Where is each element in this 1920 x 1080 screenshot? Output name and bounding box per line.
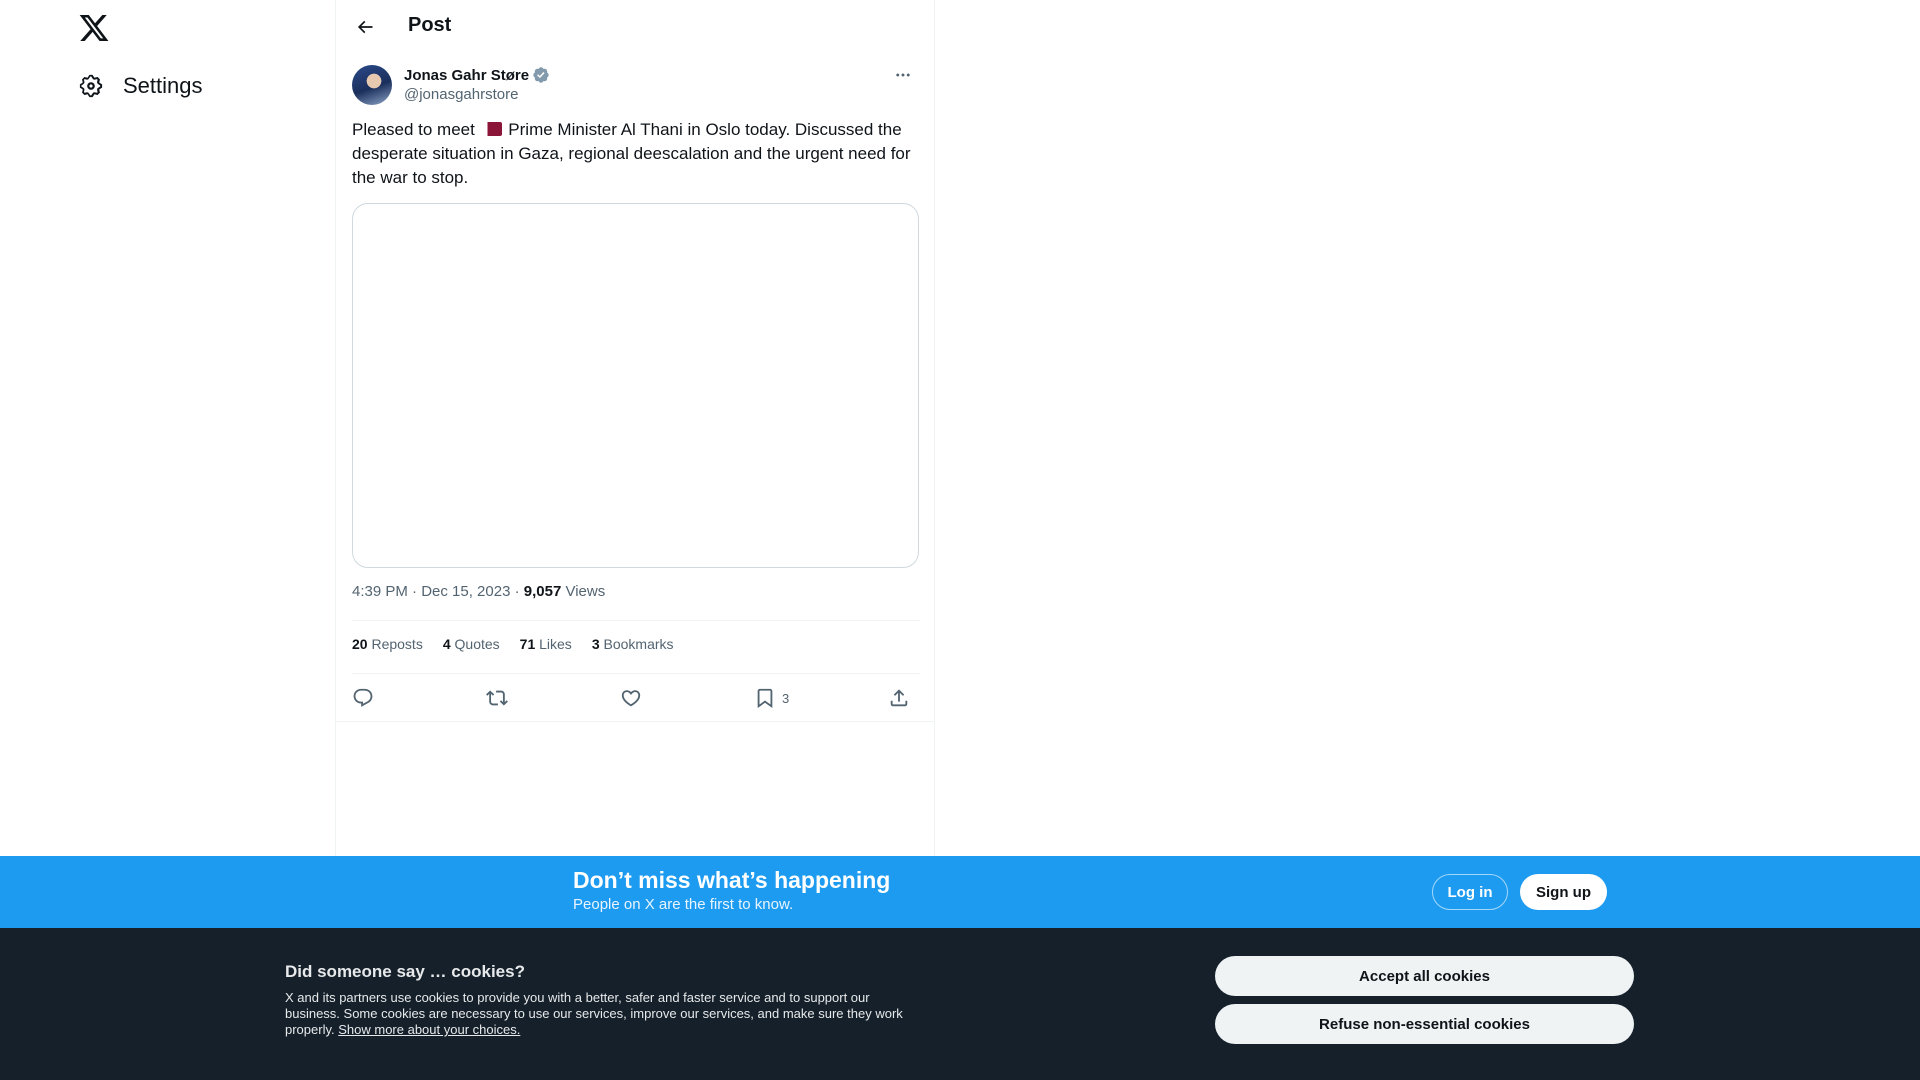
arrow-left-icon [355, 17, 375, 37]
heart-icon [620, 687, 642, 709]
like-button[interactable] [620, 685, 642, 711]
post-text-part-2: Prime Minister Al Thani in Oslo today. Discussed the desperate situation in Gaza, regional deescalation and the urgent need for the war to stop. [352, 120, 911, 187]
cookie-title: Did someone say … cookies? [285, 962, 525, 981]
likes-count: 71 [519, 636, 536, 652]
divider [352, 673, 920, 674]
stat-quotes[interactable] [443, 636, 500, 652]
banner-title: Don’t miss what’s happening [573, 867, 891, 893]
repost-icon [486, 687, 508, 709]
avatar[interactable] [352, 65, 392, 105]
gear-icon [78, 73, 104, 99]
author-handle[interactable]: @jonasgahrstore [404, 86, 519, 103]
reply-icon [352, 687, 374, 709]
post-text [352, 118, 920, 190]
cookie-choices-link[interactable]: Show more about your choices. [338, 1022, 521, 1037]
bookmark-icon [754, 687, 776, 709]
post-meta [352, 583, 605, 600]
divider [352, 620, 920, 621]
divider [336, 721, 934, 722]
quotes-count: 4 [442, 636, 451, 652]
cookie-body: X and its partners use cookies to provide you with a better, safer and faster service and to support our business. Some cookies are necessary to use our services, improve our services, and make sure they work properly. [285, 990, 903, 1037]
author-name-row[interactable] [404, 66, 550, 84]
post-stats [352, 636, 674, 652]
qatar-flag-icon [482, 122, 502, 136]
page-title: Post [408, 14, 452, 36]
page-header [336, 0, 934, 53]
stat-reposts[interactable] [352, 636, 423, 652]
meta-separator: · [510, 583, 524, 600]
refuse-cookies-button[interactable]: Refuse non-essential cookies [1215, 1004, 1634, 1044]
bookmark-count: 3 [782, 690, 790, 706]
author-name: Jonas Gahr Støre [404, 66, 530, 84]
post-timestamp[interactable]: 4:39 PM · Dec 15, 2023 [352, 583, 511, 600]
post-media[interactable] [352, 203, 919, 568]
post-text-part-1: Pleased to meet [352, 120, 480, 139]
nav-item-settings-label: Settings [123, 73, 203, 98]
share-icon [888, 687, 910, 709]
post-actions [352, 685, 920, 711]
back-button[interactable] [348, 10, 382, 44]
login-button[interactable]: Log in [1432, 874, 1508, 910]
views-count: 9,057 [523, 583, 562, 600]
more-options-button[interactable] [886, 64, 920, 86]
stat-likes[interactable] [520, 636, 572, 652]
quotes-label: Quotes [450, 636, 500, 652]
cookie-text [285, 990, 915, 1038]
bookmarks-label: Bookmarks [603, 636, 674, 652]
repost-button[interactable] [486, 685, 508, 711]
reposts-label: Reposts [367, 636, 423, 652]
x-logo-icon[interactable] [78, 12, 110, 44]
banner-subtitle: People on X are the first to know. [573, 896, 794, 913]
signup-button[interactable]: Sign up [1520, 874, 1607, 910]
more-dots-icon [894, 66, 912, 84]
views-label: Views [561, 583, 606, 600]
cookie-consent-bar [0, 928, 1920, 1080]
verified-badge-icon [532, 66, 550, 84]
stat-bookmarks[interactable] [592, 636, 674, 652]
likes-label: Likes [535, 636, 572, 652]
post-author [352, 64, 920, 106]
bookmark-button[interactable] [754, 685, 789, 711]
reposts-count: 20 [352, 636, 368, 652]
accept-cookies-button[interactable]: Accept all cookies [1215, 956, 1634, 996]
share-button[interactable] [888, 685, 910, 711]
reply-button[interactable] [352, 685, 374, 711]
nav-item-settings[interactable] [78, 70, 203, 102]
signup-banner [0, 856, 1920, 928]
bookmarks-count: 3 [591, 636, 600, 652]
